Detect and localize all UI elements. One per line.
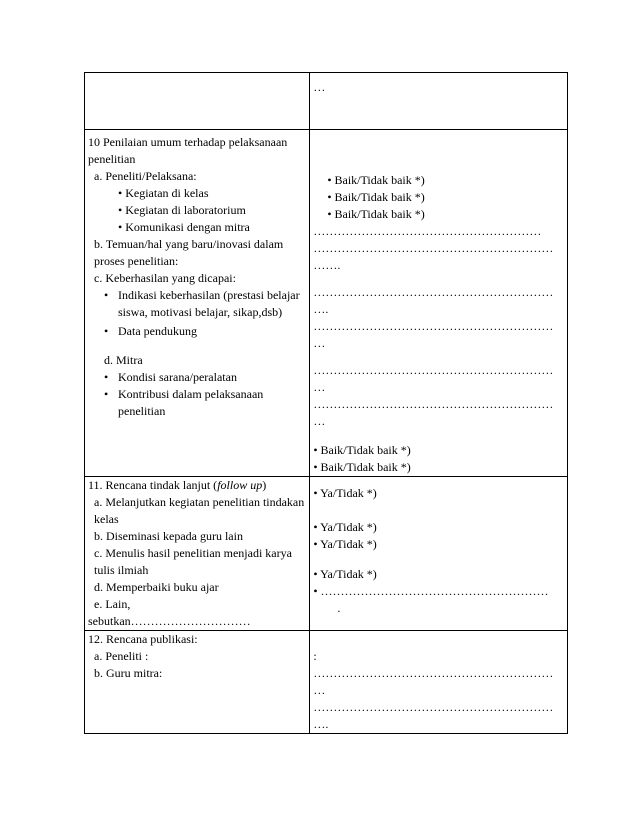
list-item: • ………………………………………………… [313, 584, 549, 598]
list-item: • Ya/Tidak *) [313, 537, 377, 551]
table-row [85, 130, 568, 477]
list-item: • Baik/Tidak baik *) [313, 460, 411, 474]
dotted-line: ……. [313, 258, 341, 272]
dotted-line: … [313, 380, 326, 394]
dotted-line-end: . [337, 601, 341, 615]
dotted-line: …………………………………………………… [313, 241, 554, 255]
dotted-line: …………………………………………………… [313, 700, 554, 714]
dotted-line: … [313, 414, 326, 428]
dotted-line: …………………………………………………… [313, 285, 554, 299]
list-item: • Kontribusi dalam pelaksanaan penelitian [104, 387, 264, 418]
ellipsis-text: … [313, 80, 326, 94]
item-d: d. Memperbaiki buku ajar [94, 580, 219, 594]
item-c: c. Menulis hasil penelitian menjadi karya tulis ilmiah [94, 546, 292, 577]
section-10-title: 10 Penilaian umum terhadap pelaksanaan penelitian [88, 135, 288, 166]
follow-up-answer-cell [310, 477, 568, 631]
list-item: • Baik/Tidak baik *) [327, 173, 425, 187]
item-e: e. Lain, [94, 597, 131, 611]
item-b: b. Guru mitra: [94, 666, 163, 680]
dotted-line: …. [313, 717, 329, 731]
list-item: • Komunikasi dengan mitra [118, 220, 250, 234]
item-b: b. Temuan/hal yang baru/inovasi dalam proses penelitian: [94, 237, 284, 268]
item-b: b. Diseminasi kepada guru lain [94, 529, 243, 543]
section-12-title: 12. Rencana publikasi: [88, 632, 198, 646]
list-item: • Baik/Tidak baik *) [327, 207, 425, 221]
dotted-line: ………………………………………………… [313, 224, 542, 238]
item-a: a. Peneliti : [94, 649, 149, 663]
list-item: • Ya/Tidak *) [313, 520, 377, 534]
dotted-line: … [313, 336, 326, 350]
dotted-line: … [313, 683, 326, 697]
list-item: • Kegiatan di laboratorium [118, 203, 246, 217]
dotted-line: …………………………………………………… [313, 319, 554, 333]
table-row [85, 477, 568, 631]
list-item: • Ya/Tidak *) [313, 486, 377, 500]
item-a: a. Melanjutkan kegiatan penelitian tindakan kelas [94, 495, 305, 526]
publication-answer-cell [310, 631, 568, 734]
list-item: • Data pendukung [104, 324, 197, 338]
empty-cell [85, 73, 310, 130]
list-item: • Kegiatan di kelas [118, 186, 209, 200]
assessment-question-cell [85, 130, 310, 477]
follow-up-question-cell [85, 477, 310, 631]
item-e-other: sebutkan………………………… [88, 614, 251, 628]
list-item: • Baik/Tidak baik *) [327, 190, 425, 204]
publication-question-cell [85, 631, 310, 734]
continuation-cell [310, 73, 568, 130]
list-item: • Ya/Tidak *) [313, 567, 377, 581]
evaluation-form-table [84, 72, 568, 734]
dotted-line: …………………………………………………… [313, 397, 554, 411]
item-d: d. Mitra [104, 353, 143, 367]
item-c: c. Keberhasilan yang dicapai: [94, 271, 236, 285]
dotted-line: …………………………………………………… [313, 363, 554, 377]
section-11-title: 11. Rencana tindak lanjut (follow up) [88, 478, 267, 492]
table-row [85, 73, 568, 130]
colon: : [313, 649, 317, 663]
dotted-line: …. [313, 302, 329, 316]
list-item: • Baik/Tidak baik *) [313, 443, 411, 457]
assessment-answer-cell [310, 130, 568, 477]
list-item: • Indikasi keberhasilan (prestasi belajar siswa, motivasi belajar, sikap,dsb) [104, 288, 300, 319]
list-item: • Kondisi sarana/peralatan [104, 370, 237, 384]
dotted-line: …………………………………………………… [313, 666, 554, 680]
item-a: a. Peneliti/Pelaksana: [94, 169, 197, 183]
table-row [85, 631, 568, 734]
